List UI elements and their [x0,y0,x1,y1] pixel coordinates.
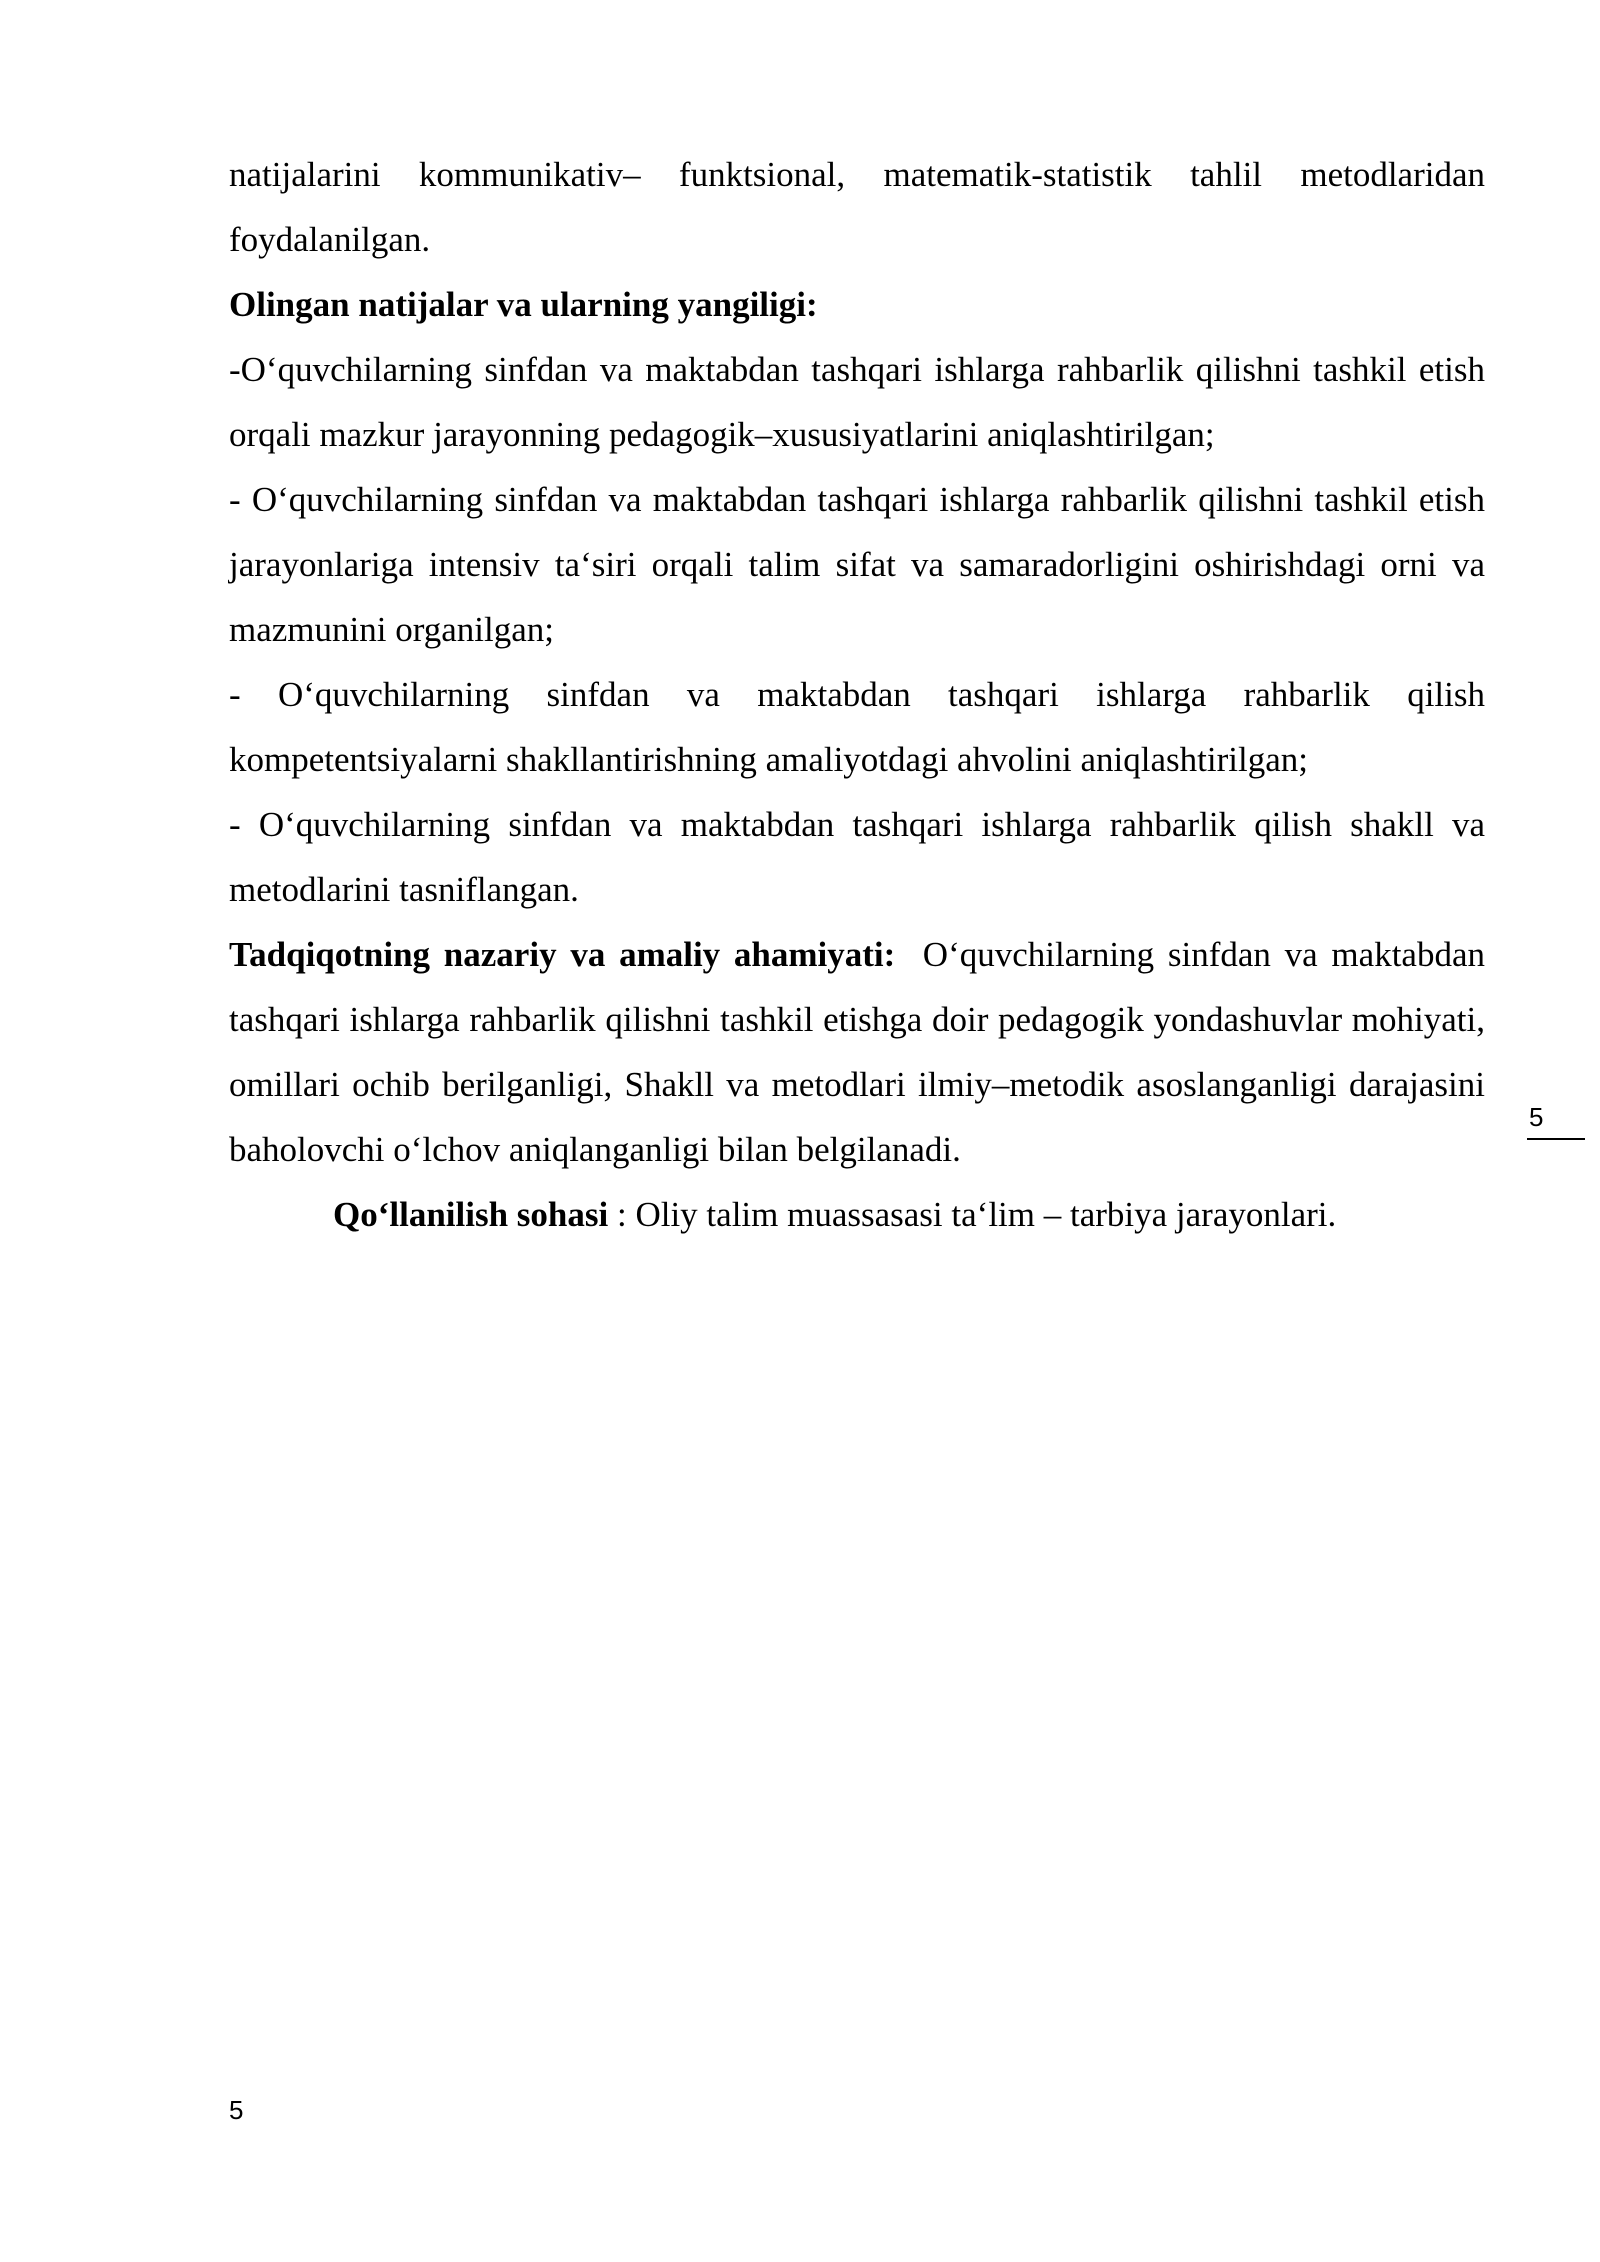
body-text [229,142,1494,1247]
results-item: - O‘quvchilarning sinfdan va maktabdan tashqari ishlarga rahbarlik qilishni tashkil etish jarayonlariga intensiv ta‘siri orqali talim sifat va samaradorligini oshirishdagi orni va mazmunini organilgan; [229,480,1485,649]
application-label: Qo‘llanilish sohasi [333,1195,609,1234]
application-text: : Oliy talim muassasasi ta‘lim – tarbiya jarayonlari. [608,1195,1337,1234]
results-item: - O‘quvchilarning sinfdan va maktabdan tashqari ishlarga rahbarlik qilish kompetentsiyalarni shakllantirishning amaliyotdagi ahvolini aniqlashtirilgan; [229,675,1485,779]
significance-paragraph [229,922,1494,1182]
results-item: - O‘quvchilarning sinfdan va maktabdan tashqari ishlarga rahbarlik qilish shakll va metodlarini tasniflangan. [229,805,1485,909]
paragraph-methods: natijalarini kommunikativ– funktsional, matematik-statistik tahlil metodlaridan foydalanilgan. [229,155,1485,259]
footer-page-number: 5 [229,2095,244,2125]
margin-page-number: 5 [1527,1100,1585,1140]
application-paragraph [229,1182,1485,1247]
significance-label: Tadqiqotning nazariy va amaliy ahamiyati: [229,935,896,974]
significance-text: O‘quvchilarning sinfdan va maktabdan tashqari ishlarga rahbarlik qilishni tashkil etishga doir pedagogik yondashuvlar mohiyati, omillari ochib berilganligi, Shakll va metodlari ilmiy–metodik asoslanganligi darajasini baholovchi o‘lchov aniqlanganligi bilan belgilanadi. [229,935,1494,1169]
results-item: -O‘quvchilarning sinfdan va maktabdan tashqari ishlarga rahbarlik qilishni tashkil etish orqali mazkur jarayonning pedagogik–xususiyatlarini aniqlashtirilgan; [229,350,1485,454]
results-heading: Olingan natijalar va ularning yangiligi: [229,285,818,324]
